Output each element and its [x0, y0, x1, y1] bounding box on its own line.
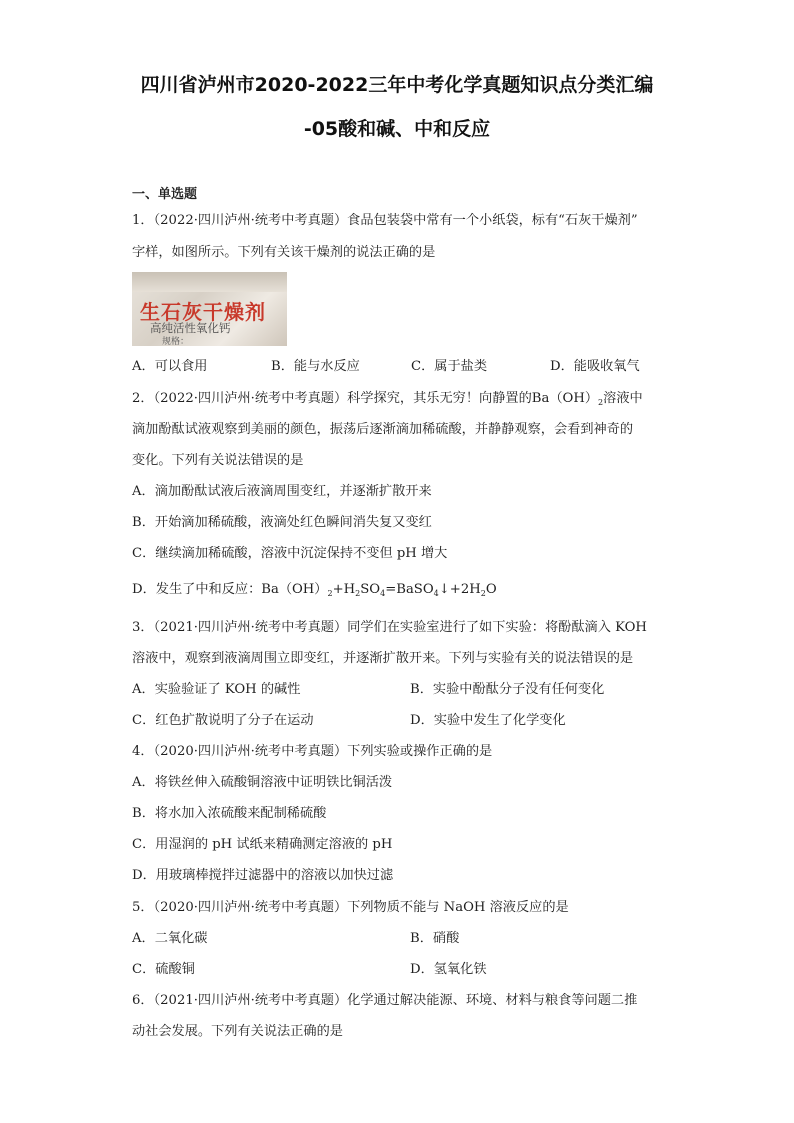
- q4-stem-line1: 4．（2020·四川泸州·统考中考真题）下列实验或操作正确的是: [132, 744, 493, 759]
- q1-option-b: B．能与水反应: [271, 359, 360, 374]
- q1-option-d: D．能吸收氧气: [550, 359, 640, 374]
- q2-option-d: D．发生了中和反应：$Ba(OH)_2+H_2SO_4=BaSO_4↓+2H_2O$: [132, 582, 497, 598]
- q5-stem-line1: 5．（2020·四川泸州·统考中考真题）下列物质不能与 NaOH 溶液反应的是: [132, 900, 569, 915]
- photo-label-main: 生石灰干燥剂: [140, 300, 266, 324]
- q5-option-c: C．硫酸铜: [132, 962, 195, 977]
- photo-fold-shadow: [132, 272, 287, 292]
- photo-label-sub: 高纯活性氧化钙: [150, 321, 231, 335]
- q4-option-c: C．用湿润的 pH 试纸来精确测定溶液的 pH: [132, 837, 393, 852]
- q1-stem-line2: 字样，如图所示。下列有关该干燥剂的说法正确的是: [132, 245, 436, 260]
- q4-option-d: D．用玻璃棒搅拌过滤器中的溶液以加快过滤: [132, 868, 394, 883]
- document-title-line2: -05酸和碱、中和反应: [303, 118, 491, 140]
- q3-option-c: C．红色扩散说明了分子在运动: [132, 713, 314, 728]
- q5-option-b: B．硝酸: [410, 931, 460, 946]
- q6-stem-line2: 动社会发展。下列有关说法正确的是: [132, 1024, 343, 1039]
- q6-stem-line1: 6．（2021·四川泸州·统考中考真题）化学通过解决能源、环境、材料与粮食等问题二推: [132, 993, 638, 1008]
- q1-option-c: C．属于盐类: [411, 359, 488, 374]
- q2-option-a: A．滴加酚酞试液后液滴周围变红，并逐渐扩散开来: [132, 484, 432, 499]
- q3-option-a: A．实验验证了 KOH 的碱性: [132, 682, 301, 697]
- photo-label-spec: 规格：: [162, 337, 190, 346]
- q4-option-b: B．将水加入浓硫酸来配制稀硫酸: [132, 806, 327, 821]
- q1-stem-line1: 1．（2022·四川泸州·统考中考真题）食品包装袋中常有一个小纸袋，标有“石灰干燥剂”: [132, 213, 638, 228]
- desiccant-package-photo: [132, 272, 287, 346]
- document-title-line1: 四川省泸州市2020-2022三年中考化学真题知识点分类汇编: [140, 74, 654, 96]
- q3-stem-line2: 溶液中，观察到液滴周围立即变红，并逐渐扩散开来。下列与实验有关的说法错误的是: [132, 651, 634, 666]
- q2-stem-line2: 滴加酚酞试液观察到美丽的颜色，振荡后逐渐滴加稀硫酸，并静静观察，会看到神奇的: [132, 422, 634, 437]
- q3-option-d: D．实验中发生了化学变化: [410, 713, 566, 728]
- q2-option-c: C．继续滴加稀硫酸，溶液中沉淀保持不变但 pH 增大: [132, 546, 448, 561]
- q1-option-a: A．可以食用: [132, 359, 208, 374]
- q3-stem-line1: 3．（2021·四川泸州·统考中考真题）同学们在实验室进行了如下实验：将酚酞滴入 KOH: [132, 620, 647, 635]
- q5-option-a: A．二氧化碳: [132, 931, 208, 946]
- q3-option-b: B．实验中酚酞分子没有任何变化: [410, 682, 605, 697]
- q4-option-a: A．将铁丝伸入硫酸铜溶液中证明铁比铜活泼: [132, 775, 393, 790]
- q2-stem-line1: 2．（2022·四川泸州·统考中考真题）科学探究，其乐无穷！向静置的$Ba(OH)_2$溶液中: [132, 391, 643, 407]
- q2-stem-line3: 变化。下列有关说法错误的是: [132, 453, 304, 468]
- section-heading: 一、单选题: [132, 187, 198, 202]
- q5-option-d: D．氢氧化铁: [410, 962, 487, 977]
- q2-option-b: B．开始滴加稀硫酸，液滴处红色瞬间消失复又变红: [132, 515, 432, 530]
